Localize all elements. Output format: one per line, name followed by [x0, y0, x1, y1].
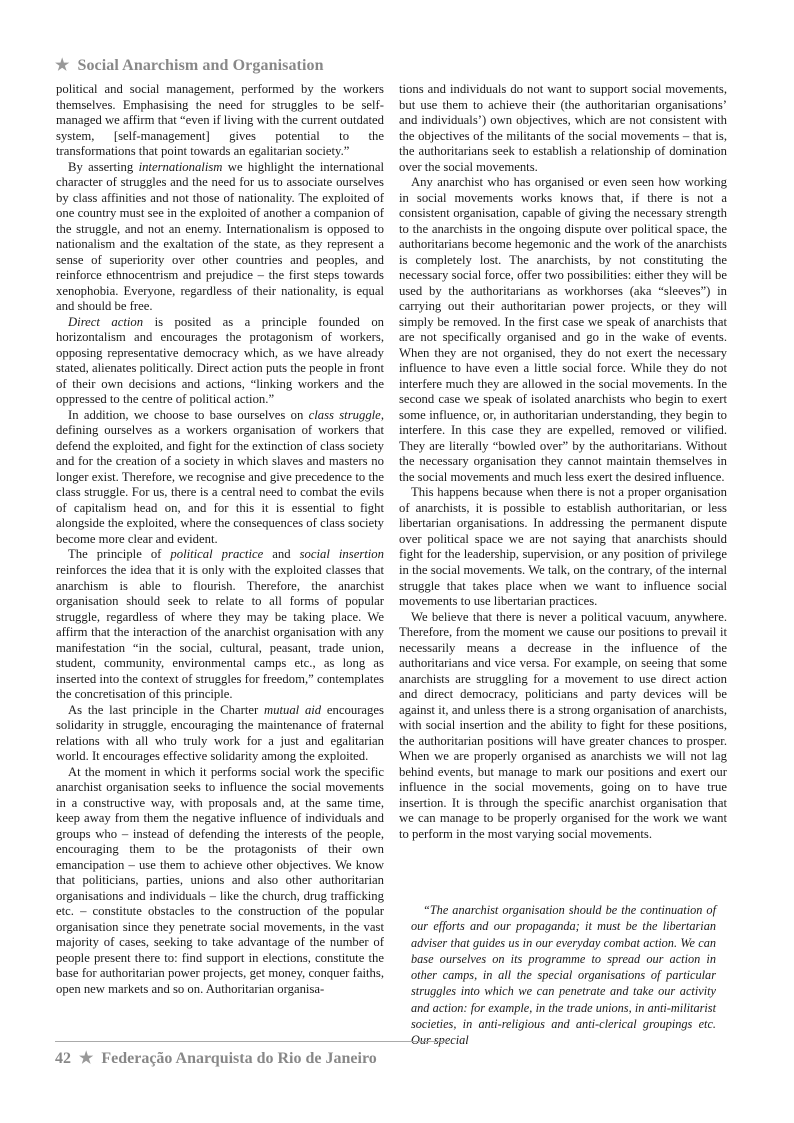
left-column [56, 82, 384, 997]
text-run: The principle of [68, 547, 171, 562]
running-header [55, 55, 324, 75]
footer-title: Federação Anarquista do Rio de Janeiro [101, 1050, 377, 1067]
paragraph [56, 765, 384, 998]
text-run: We believe that there is never a political vacuum, anywhere. Therefore, from the moment we cause our positions to prevail it necessarily means a decrease in the influence of the authoritarians and vice versa. For example, on seeing that some anarchists are struggling for a movement to use direct action and direct democracy, politicians and party devices will be against it, and unless there is a strong organisation of anarchists, with social insertion and the ability to fight for these positions, the authoritarian positions will have greater chances to prosper. When we are properly organised as anarchists we will not lag behind events, but manage to mark our positions and exert our influence in the social movements, going on to have true insertion. It is through the specific anarchist organisation that we can manage to be properly organised for the work we want to perform in the most varying social movements. [399, 609, 727, 841]
emphasis-term: mutual aid [263, 702, 322, 717]
quote-paragraph: “The anarchist organisation should be the continuation of our efforts and our propaganda; it must be the libertarian adviser that guides us in our everyday combat action. We can base ourselves on its programme to spread our action in other camps, in all the special organisations of particular struggles into which we can penetrate and take our activity and action: for example, in the trade unions, in anti-militarist societies, in anti-religious and anti-clerical groupings etc. Our special [411, 903, 716, 1048]
text-run: we highlight the international character of struggles and the need for us to associate ourselves by class affinities and not those of nationality. The exploited of one country must see in the exploited of another a companion of the struggle, and not an enemy. Internationalism is opposed to nationalism and the exaltation of the state, as they represent a sense of superiority over other countries and peoples, and reinforce ethnocentrism and prejudice – the first steps towards xenophobia. Everyone, regardless of their nationality, is equal and should be free. [56, 159, 384, 314]
running-footer [55, 1048, 377, 1068]
text-run: political and social management, performed by the workers themselves. Emphasising the need for struggles to be self-managed we affirm that “even if living with the current outdated system, [self-management] gives potential to the transformations that point towards an egalitarian society.” [56, 82, 384, 159]
block-quote [411, 902, 716, 1049]
text-run: tions and individuals do not want to support social movements, but use them to achieve their (the authoritarian organisations’ and individuals’) own objectives, which are not consistent with the objectives of the militants of the social movements – that is, the authoritarians seek to establish a relationship of domination over the social movements. [399, 82, 727, 174]
star-icon: ★ [79, 1050, 94, 1067]
text-run: reinforces the idea that it is only with the exploited classes that anarchism is able to flourish. Therefore, the anarchist organisation should seek to relate to all forms of popular struggle, regardless of where they may be taking place. We affirm that the interaction of the anarchist organisation with any manifestation “in the social, cultural, peasant, trade union, student, community, environmental camps etc., as long as inserted into the context of struggles for freedom,” contemplates the concretisation of this principle. [56, 562, 384, 702]
paragraph [399, 175, 727, 485]
emphasis-term: Direct action [68, 314, 144, 329]
emphasis-term: internationalism [138, 159, 223, 174]
text-run: Any anarchist who has organised or even seen how working in social movements works knows that, if there is not a consistent organisation, capable of giving the necessary strength to the anarchists in the ongoing dispute over political space, the authoritarians become hegemonic and the work of the anarchists is completely lost. The anarchists, by not constituting the necessary social force, offer two possibilities: either they will be used by the authoritarians as workhorses (aka “sleeves”) in carrying out their authoritarian power projects, or they will simply be removed. In the first case we speak of anarchists that are not specifically organised and go in the wake of events. When they are not organised, they do not exert the necessary influence to have even a little social force. While they do not interfere much they are allowed in the social movements. In the second case we speak of isolated anarchists who begin to exert some influence, or, in authoritarian understanding, they begin to interfere. In this case they are expelled, removed or vilified. They are literally “bowled over” by the authoritarians. Without the necessary organisation they cannot maintain themselves in the social movements and much less exert the desired influence. [399, 175, 727, 484]
paragraph [399, 610, 727, 843]
text-run: encourages solidarity in struggle, encouraging the maintenance of fraternal relations with all who truly work for a just and egalitarian world. It encourages effective solidarity among the exploited. [56, 702, 384, 764]
paragraph [399, 82, 727, 175]
star-icon: ★ [55, 57, 70, 74]
text-run: In addition, we choose to base ourselves on [68, 407, 309, 422]
text-run: By asserting [68, 159, 139, 174]
text-run: is posited as a principle founded on horizontalism and encourages the protagonism of workers, opposing representative democracy which, as we have already stated, alienates politically. Direct action puts the people in front of their own decisions and actions, “linking workers and the oppressed to the centre of political action.” [56, 314, 385, 407]
paragraph [399, 485, 727, 609]
emphasis-term: social insertion [299, 547, 384, 562]
paragraph [56, 703, 384, 765]
running-header-title: Social Anarchism and Organisation [77, 57, 324, 74]
text-run: This happens because when there is not a proper organisation of anarchists, it is possible to establish authoritarian, or less libertarian organisations. In addressing the permanent dispute over political space we are not saying that anarchists should fight for the leadership, supervision, or any position of privilege in the social movements. We talk, on the contrary, of the internal struggle that takes place when we want to influence social movements to use libertarian practices. [399, 485, 727, 609]
paragraph [56, 315, 384, 408]
text-run: At the moment in which it performs social work the specific anarchist organisation seeks to influence the social movements in a constructive way, with proposals and, at the same time, keep away from them the negative influence of individuals and groups who – instead of defending the interests of the people, encouraging them to be the protagonists of their own emancipation – use them to achieve other objectives. We know that politicians, parties, unions and also other authoritarian organisations and individuals – like the church, drug trafficking etc. – constitute obstacles to the construction of the popular organisation since they penetrate social movements, in the vast majority of cases, seeking to take advantage of the number of people present there to: find support in elections, constitute the base for authoritarian power projects, get money, conquer faiths, open new markets and so on. Authoritarian organisa- [56, 764, 384, 996]
emphasis-term: class struggle [308, 407, 381, 422]
paragraph [56, 408, 384, 548]
footer-rule [55, 1041, 448, 1042]
paragraph [56, 547, 384, 702]
page-number: 42 [55, 1050, 71, 1067]
text-run: As the last principle in the Charter [68, 702, 264, 717]
paragraph [56, 82, 384, 160]
emphasis-term: political practice [170, 547, 264, 562]
text-run: and [263, 547, 300, 562]
text-run: , defining ourselves as a workers organisation of workers that defend the exploited, and fight for the extinction of class society and for the creation of a society in which slaves and masters no longer exist. Therefore, we recognise and give precedence to the class struggle. For us, there is a central need to combat the evils of capitalism head on, and for this it is essential to fight alongside the exploited, where the consequences of class society become more clear and evident. [56, 407, 384, 546]
right-column [399, 82, 727, 842]
paragraph [56, 160, 384, 315]
